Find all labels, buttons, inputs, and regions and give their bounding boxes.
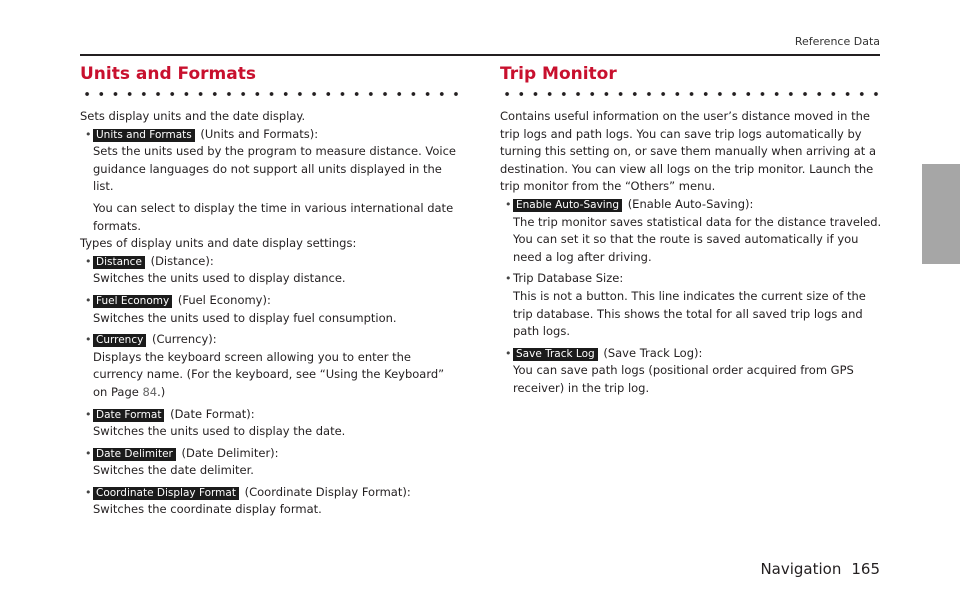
- item-description: [93, 349, 458, 402]
- section-title-trip-monitor: Trip Monitor: [500, 64, 617, 84]
- coordinate-display-format-button[interactable]: Coordinate Display Format: [93, 487, 239, 500]
- item-distance: [80, 253, 458, 288]
- item-date-delimiter: [80, 445, 458, 480]
- item-description: Sets the units used by the program to measure distance. Voice guidance languages do not support all units displayed in the list.: [93, 144, 456, 194]
- save-track-log-button[interactable]: Save Track Log: [513, 348, 598, 361]
- item-suffix: (Save Track Log):: [603, 345, 703, 360]
- units-and-formats-button[interactable]: Units and Formats: [93, 129, 195, 142]
- item-description: You can save path logs (positional order acquired from GPS receiver) in the trip log.: [513, 363, 854, 395]
- item-suffix: (Enable Auto-Saving):: [627, 196, 754, 211]
- units-and-formats-section: [80, 58, 458, 519]
- dotted-divider: [500, 90, 882, 98]
- page-reference-link[interactable]: 84: [142, 384, 158, 399]
- section-title-units: Units and Formats: [80, 64, 256, 84]
- currency-button[interactable]: Currency: [93, 334, 146, 347]
- units-intro: Sets display units and the date display.: [80, 109, 306, 123]
- bullet-icon: •: [85, 446, 92, 460]
- item-description: Switches the coordinate display format.: [93, 502, 322, 517]
- bullet-icon: •: [85, 127, 92, 141]
- dotted-divider: [80, 90, 458, 98]
- currency-description-end: .): [157, 384, 166, 399]
- item-suffix: (Currency):: [151, 332, 217, 347]
- header-rule: [80, 54, 880, 56]
- item-description: You can select to display the time in various international date formats.: [93, 200, 454, 233]
- chapter-name: Navigation: [760, 560, 842, 578]
- date-format-button[interactable]: Date Format: [93, 409, 164, 422]
- bullet-icon: •: [85, 254, 92, 268]
- item-enable-auto-saving: [500, 196, 882, 266]
- item-units-and-formats: [80, 126, 458, 236]
- item-date-format: [80, 406, 458, 441]
- bullet-icon: •: [505, 346, 512, 360]
- item-trip-database-size: [500, 270, 882, 340]
- item-save-track-log: [500, 345, 882, 398]
- trip-monitor-section: [500, 58, 882, 398]
- page-footer: [760, 560, 880, 578]
- item-suffix: (Date Delimiter):: [181, 445, 279, 460]
- item-currency: [80, 331, 458, 401]
- bullet-icon: •: [85, 333, 92, 347]
- item-description: This is not a button. This line indicates the current size of the trip database. This shows the total for all saved trip logs and path logs.: [513, 288, 866, 339]
- item-suffix: (Units and Formats):: [200, 126, 319, 141]
- item-description: Switches the units used to display the date.: [93, 424, 346, 439]
- bullet-icon: •: [505, 272, 512, 286]
- bullet-icon: •: [85, 407, 92, 421]
- page-number: 165: [851, 560, 880, 578]
- currency-description: Displays the keyboard screen allowing you to enter the currency name. (For the keyboard, see “Using the Keyboard” on Page: [93, 349, 445, 399]
- item-suffix: (Distance):: [150, 253, 214, 268]
- item-suffix: (Coordinate Display Format):: [244, 484, 411, 499]
- running-header: Reference Data: [794, 35, 880, 48]
- bullet-icon: •: [85, 485, 92, 499]
- date-delimiter-button[interactable]: Date Delimiter: [93, 448, 176, 461]
- trip-monitor-intro: Contains useful information on the user’s distance moved in the trip logs and path logs. You can save trip logs automatically by turning this setting on, or save them manually when arriving at a destination. You can view all logs on the trip monitor. Launch the trip monitor from the “Others” menu.: [500, 109, 877, 194]
- enable-auto-saving-button[interactable]: Enable Auto-Saving: [513, 199, 622, 212]
- chapter-side-tab: [922, 164, 960, 264]
- item-description: Switches the units used to display fuel consumption.: [93, 310, 397, 325]
- item-description: The trip monitor saves statistical data for the distance traveled. You can set it so that the route is saved automatically if you need a log after driving.: [513, 214, 882, 264]
- fuel-economy-button[interactable]: Fuel Economy: [93, 295, 172, 308]
- item-description: Switches the units used to display distance.: [93, 271, 346, 286]
- trip-database-size-label: Trip Database Size:: [513, 271, 624, 286]
- types-intro: Types of display units and date display settings:: [80, 236, 357, 251]
- item-coordinate-display-format: [80, 484, 458, 519]
- bullet-icon: •: [85, 293, 92, 307]
- item-suffix: (Fuel Economy):: [177, 292, 271, 307]
- distance-button[interactable]: Distance: [93, 256, 145, 269]
- item-suffix: (Date Format):: [170, 406, 255, 421]
- bullet-icon: •: [505, 197, 512, 211]
- item-fuel-economy: [80, 292, 458, 327]
- item-description: Switches the date delimiter.: [93, 463, 254, 478]
